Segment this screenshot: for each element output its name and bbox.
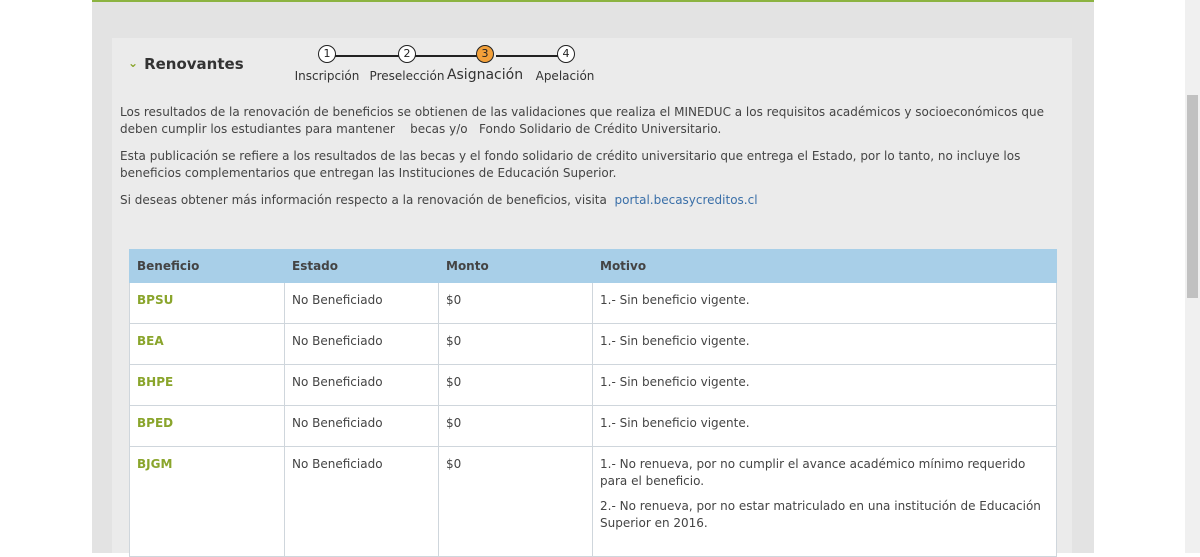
- table-row: [130, 365, 1057, 406]
- beneficio-cell: BPED: [130, 406, 285, 447]
- monto-cell: $0: [439, 365, 593, 406]
- chevron-down-icon[interactable]: ⌄: [128, 56, 139, 70]
- step-4-label: Apelación: [535, 69, 595, 83]
- motivo-cell: [593, 365, 1057, 406]
- motivo-item: 1.- Sin beneficio vigente.: [600, 375, 750, 389]
- estado-cell: No Beneficiado: [285, 365, 439, 406]
- portal-link[interactable]: portal.becasycreditos.cl: [614, 193, 758, 207]
- step-1-label: Inscripción: [294, 69, 360, 83]
- intro-paragraph-3: [120, 192, 1050, 209]
- scrollbar-thumb[interactable]: [1187, 95, 1198, 298]
- step-2-label: Preselección: [369, 69, 445, 83]
- section-title: Renovantes: [144, 55, 244, 73]
- table-row: [130, 324, 1057, 365]
- monto-cell: $0: [439, 406, 593, 447]
- step-3-circle-active: 3: [476, 45, 494, 63]
- step-4-circle: 4: [557, 45, 575, 63]
- intro-paragraph-2: Esta publicación se refiere a los resultados de las becas y el fondo solidario de crédito universitario que entrega el Estado, por lo tanto, no incluye los beneficios complementarios que entregan las Instituciones de Educación Superior.: [120, 149, 1021, 180]
- table-header-row: [130, 250, 1057, 283]
- motivo-item: 1.- Sin beneficio vigente.: [600, 293, 750, 307]
- table-row: [130, 283, 1057, 324]
- section-header[interactable]: [128, 53, 244, 75]
- column-header-beneficio: Beneficio: [130, 250, 285, 283]
- beneficio-cell: BPSU: [130, 283, 285, 324]
- monto-cell: $0: [439, 283, 593, 324]
- motivo-item: 1.- No renueva, por no cumplir el avance académico mínimo requerido para el beneficio.: [600, 457, 1026, 488]
- motivo-item: 2.- No renueva, por no estar matriculado en una institución de Educación Superior en 2016.: [600, 499, 1041, 530]
- step-3-label: Asignación: [446, 67, 524, 83]
- table-row: [130, 447, 1057, 557]
- monto-cell: $0: [439, 447, 593, 557]
- table-row: [130, 406, 1057, 447]
- monto-cell: $0: [439, 324, 593, 365]
- motivo-cell: [593, 324, 1057, 365]
- estado-cell: No Beneficiado: [285, 406, 439, 447]
- beneficio-cell: BHPE: [130, 365, 285, 406]
- step-connector: [332, 55, 404, 57]
- more-info-text: Si deseas obtener más información respecto a la renovación de beneficios, visita: [120, 193, 607, 207]
- progress-stepper: [290, 45, 610, 90]
- beneficio-cell: BEA: [130, 324, 285, 365]
- estado-cell: No Beneficiado: [285, 283, 439, 324]
- step-1-circle: 1: [318, 45, 336, 63]
- motivo-cell: [593, 283, 1057, 324]
- motivo-item: 1.- Sin beneficio vigente.: [600, 416, 750, 430]
- column-header-motivo: Motivo: [593, 250, 1057, 283]
- estado-cell: No Beneficiado: [285, 447, 439, 557]
- motivo-cell: [593, 406, 1057, 447]
- motivo-item: 1.- Sin beneficio vigente.: [600, 334, 750, 348]
- motivo-cell: [593, 447, 1057, 557]
- step-2-circle: 2: [398, 45, 416, 63]
- benefits-table: [129, 249, 1056, 557]
- intro-paragraph-1: Los resultados de la renovación de beneficios se obtienen de las validaciones que realiza el MINEDUC a los requisitos académicos y socioeconómicos que deben cumplir los estudiantes para mantener becas y/o Fondo Solidario de Crédito Universitario.: [120, 105, 1048, 136]
- column-header-estado: Estado: [285, 250, 439, 283]
- beneficio-cell: BJGM: [130, 447, 285, 557]
- column-header-monto: Monto: [439, 250, 593, 283]
- estado-cell: No Beneficiado: [285, 324, 439, 365]
